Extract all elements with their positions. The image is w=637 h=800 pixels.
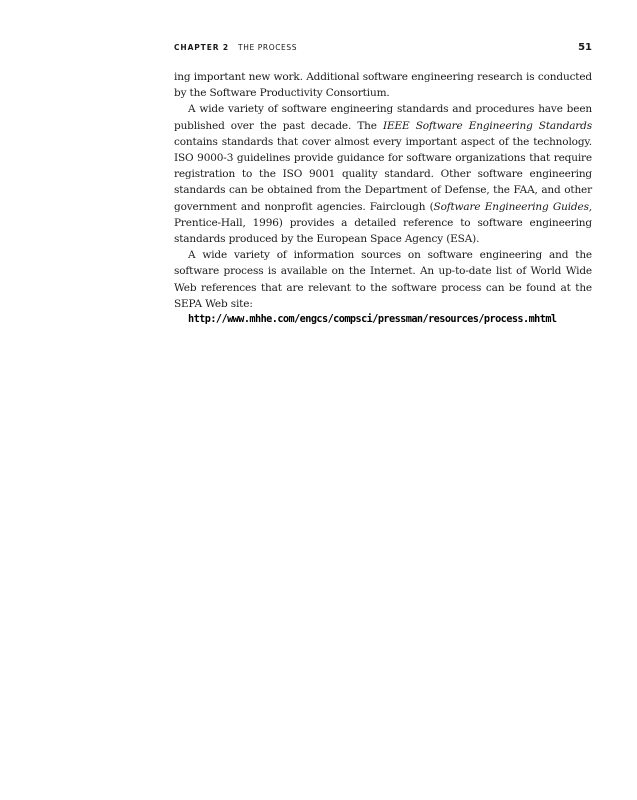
paragraph-2-text-end: Prentice-Hall, 1996) provides a detailed reference to software engineering standards produced by the European Space Agency (ESA). bbox=[174, 216, 592, 246]
chapter-title: THE PROCESS bbox=[238, 43, 298, 52]
paragraph-internet-sources bbox=[174, 247, 592, 328]
paragraph-2-text-start: A wide variety of software engineering standards and procedures have been published over the past decade. The bbox=[174, 103, 592, 132]
paragraph-1-text: ing important new work. Additional software engineering research is conducted by the Software Productivity Consortium. bbox=[174, 71, 592, 100]
paragraph-3-text: A wide variety of information sources on software engineering and the software process is available on the Internet. An up-to-date list of World Wide Web references that are relevant to the software process can be found at the SEPA Web site: bbox=[174, 249, 592, 310]
ieee-standards-title: IEEE Software Engineering Standards bbox=[383, 119, 592, 132]
paragraph-standards bbox=[174, 101, 592, 247]
sepa-web-site-url[interactable]: http://www.mhhe.com/engcs/compsci/pressman/resources/process.mhtml bbox=[188, 314, 557, 326]
running-head bbox=[174, 42, 592, 56]
software-engineering-guides-title: Software Engineering Guides, bbox=[433, 200, 592, 213]
paragraph-2-text-middle: contains standards that cover almost every important aspect of the technology. ISO 9000-3 guidelines provide guidance for software organizations that require registration to the ISO 9001 quality standard. Other software engineering standards can be obtained from the Department of Defense, the FAA, and other government and nonprofit agencies. Fairclough ( bbox=[174, 135, 592, 213]
paragraph-continuation bbox=[174, 69, 592, 101]
running-head-left bbox=[174, 43, 297, 52]
body-text bbox=[174, 69, 592, 328]
page-number: 51 bbox=[578, 42, 592, 53]
chapter-label: CHAPTER 2 bbox=[174, 43, 230, 52]
